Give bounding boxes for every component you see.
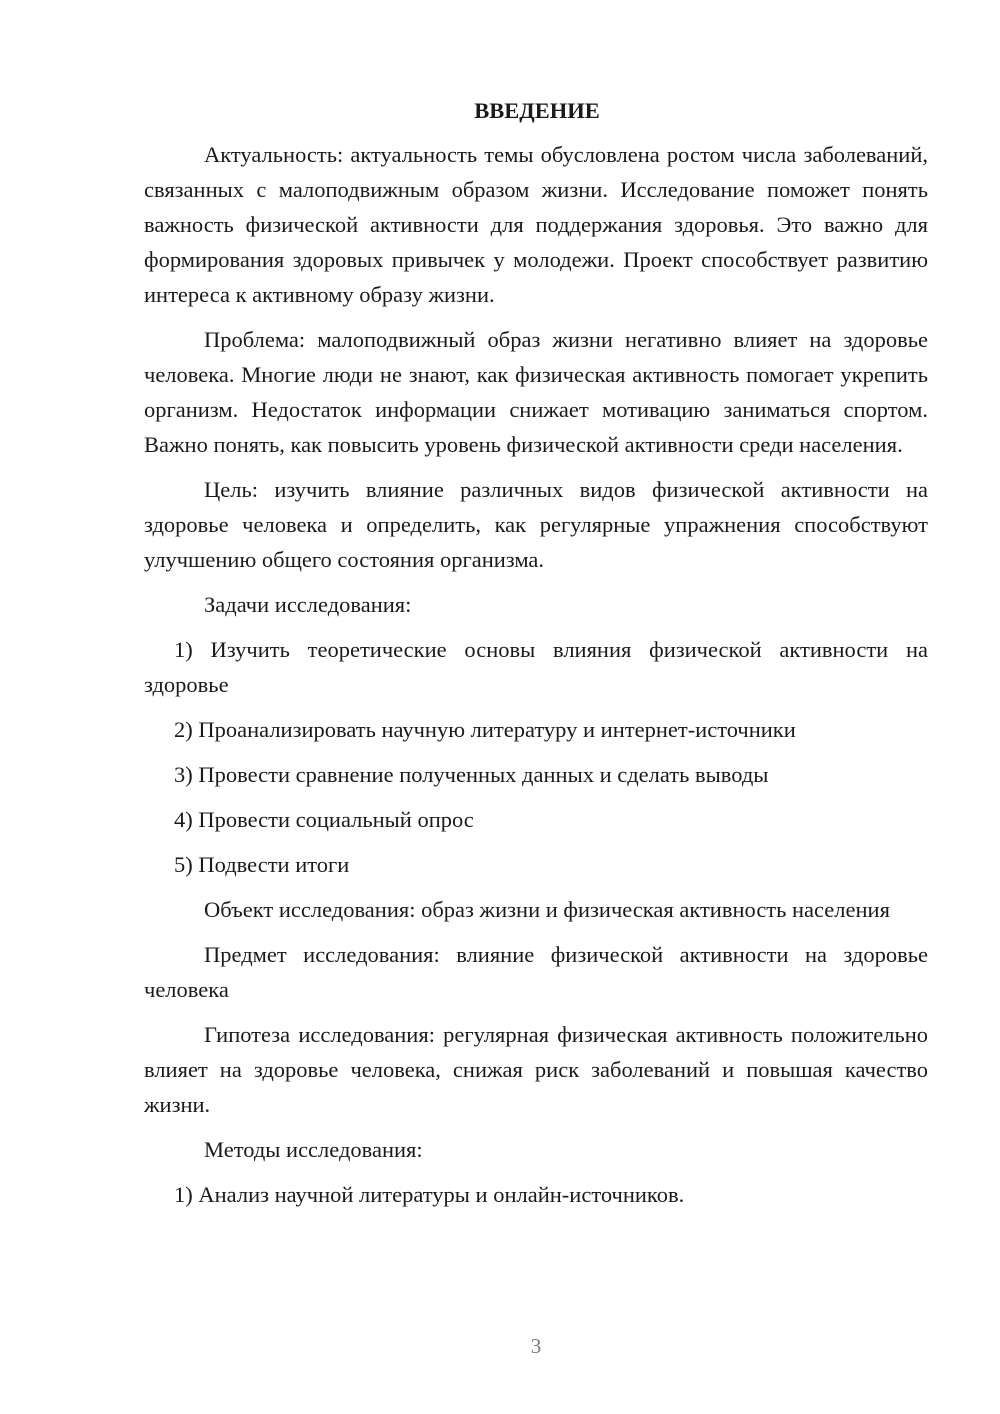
subject-paragraph: Предмет исследования: влияние физической активности на здоровье человека <box>144 942 928 1002</box>
methods-heading: Методы исследования: <box>204 1137 423 1162</box>
page-title: ВВЕДЕНИЕ <box>474 98 600 123</box>
relevance-paragraph: Актуальность: актуальность темы обусловлена ростом числа заболеваний, связанных с малоподвижным образом жизни. Исследование поможет понять важность физической активности для поддержания здоровья. Это важно для формирования здоровых привычек у молодежи. Проект способствует развитию интереса к активному образу жизни. <box>144 142 928 307</box>
method-item-1: 1) Анализ научной литературы и онлайн-источников. <box>174 1182 685 1207</box>
task-item-2: 2) Проанализировать научную литературу и интернет-источники <box>174 717 796 742</box>
object-paragraph: Объект исследования: образ жизни и физическая активность населения <box>204 897 890 922</box>
task-item-4: 4) Провести социальный опрос <box>174 807 474 832</box>
task-item-5: 5) Подвести итоги <box>174 852 350 877</box>
problem-paragraph: Проблема: малоподвижный образ жизни негативно влияет на здоровье человека. Многие люди не знают, как физическая активность помогает укрепить организм. Недостаток информации снижает мотивацию заниматься спортом. Важно понять, как повысить уровень физической активности среди населения. <box>144 327 928 457</box>
tasks-heading: Задачи исследования: <box>204 592 412 617</box>
hypothesis-paragraph: Гипотеза исследования: регулярная физическая активность положительно влияет на здоровье человека, снижая риск заболеваний и повышая качество жизни. <box>144 1022 928 1117</box>
document-page <box>144 95 928 1222</box>
page-number: 3 <box>530 1334 542 1358</box>
task-item-1: 1) Изучить теоретические основы влияния физической активности на здоровье <box>144 637 928 697</box>
goal-paragraph: Цель: изучить влияние различных видов физической активности на здоровье человека и определить, как регулярные упражнения способствуют улучшению общего состояния организма. <box>144 477 928 572</box>
task-item-3: 3) Провести сравнение полученных данных и сделать выводы <box>174 762 769 787</box>
